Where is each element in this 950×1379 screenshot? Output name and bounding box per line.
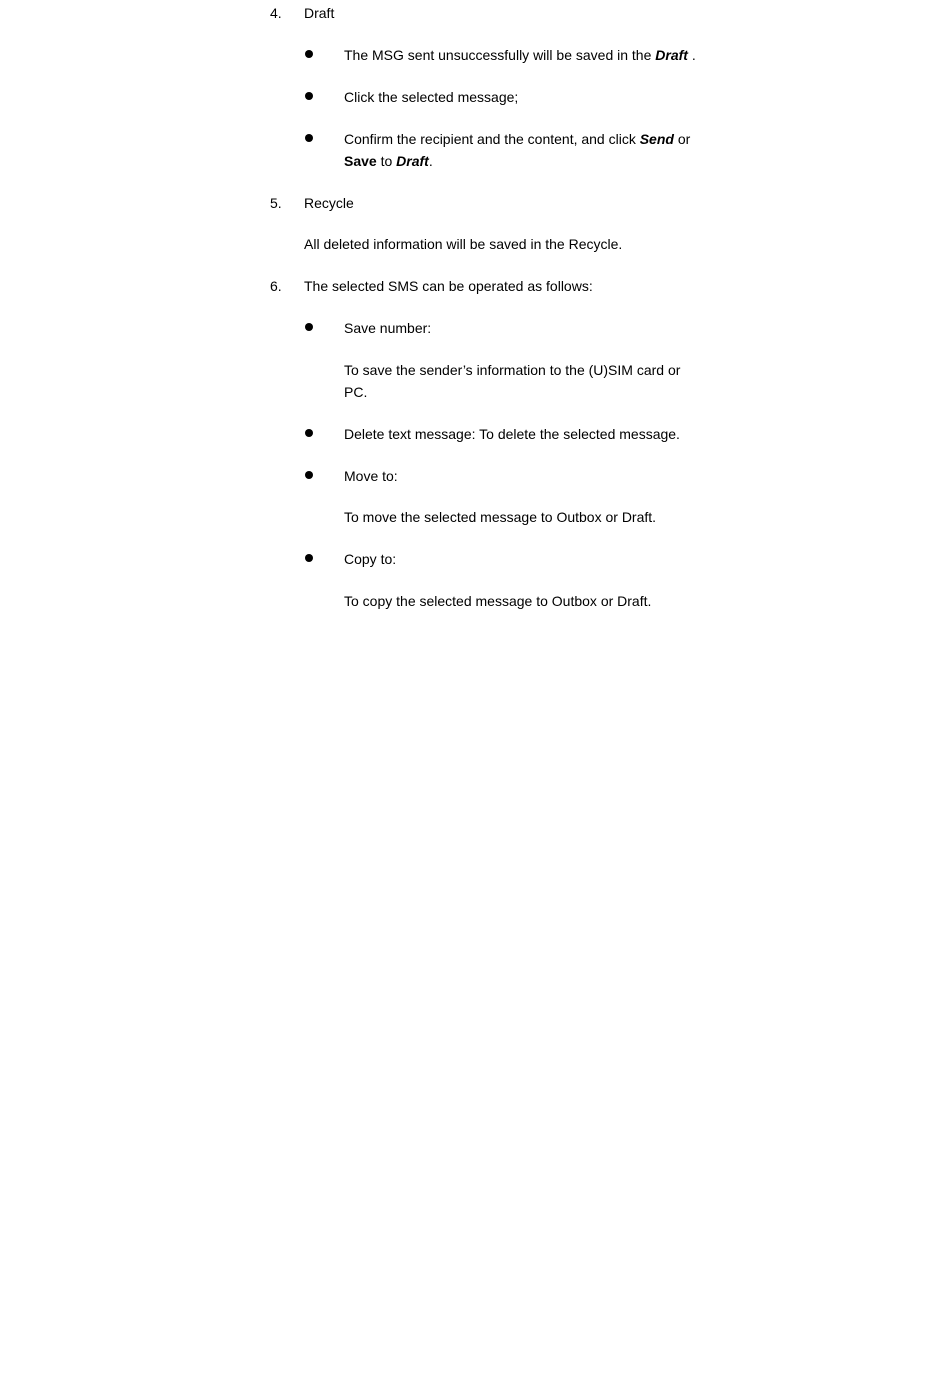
draft-emphasis: Draft (655, 47, 688, 63)
draft-bullet-1-end: . (687, 47, 696, 63)
draft-bullet-3-or: or (673, 131, 691, 147)
section-title-operations: The selected SMS can be operated as follows: (304, 278, 593, 294)
bullet-icon (305, 554, 313, 562)
section-number-recycle: 5. (270, 195, 282, 211)
section-number-operations: 6. (270, 278, 282, 294)
draft-bullet-3-line-1 (344, 128, 690, 150)
draft-bullet-3-to: to (376, 153, 397, 169)
draft-bullet-3-text: Confirm the recipient and the content, and click (344, 131, 640, 147)
operation-move-desc: To move the selected message to Outbox or Draft. (344, 509, 657, 525)
bullet-icon (305, 429, 313, 437)
operation-save-desc-line-2: PC. (344, 384, 368, 400)
operation-copy-desc: To copy the selected message to Outbox or Draft. (344, 593, 652, 609)
draft-bullet-1 (344, 44, 696, 66)
bullet-icon (305, 134, 313, 142)
draft-bullet-3-period: . (428, 153, 433, 169)
operation-save-label: Save number: (344, 320, 432, 336)
bullet-icon (305, 323, 313, 331)
operation-copy-label: Copy to: (344, 551, 397, 567)
draft-bullet-1-text: The MSG sent unsuccessfully will be saved in the (344, 47, 656, 63)
operation-move-label: Move to: (344, 468, 398, 484)
section-title-draft: Draft (304, 5, 335, 21)
operation-delete-label: Delete text message: To delete the selected message. (344, 426, 680, 442)
bullet-icon (305, 92, 313, 100)
draft-bullet-2: Click the selected message; (344, 89, 519, 105)
send-emphasis: Send (639, 131, 674, 147)
save-emphasis: Save (344, 153, 377, 169)
draft-bullet-3-line-2 (344, 150, 433, 172)
section-number-draft: 4. (270, 5, 282, 21)
bullet-icon (305, 50, 313, 58)
draft-emphasis: Draft (396, 153, 429, 169)
bullet-icon (305, 471, 313, 479)
recycle-description: All deleted information will be saved in the Recycle. (304, 236, 623, 252)
operation-save-desc-line-1: To save the sender’s information to the (U)SIM card or (344, 362, 681, 378)
section-title-recycle: Recycle (304, 195, 354, 211)
